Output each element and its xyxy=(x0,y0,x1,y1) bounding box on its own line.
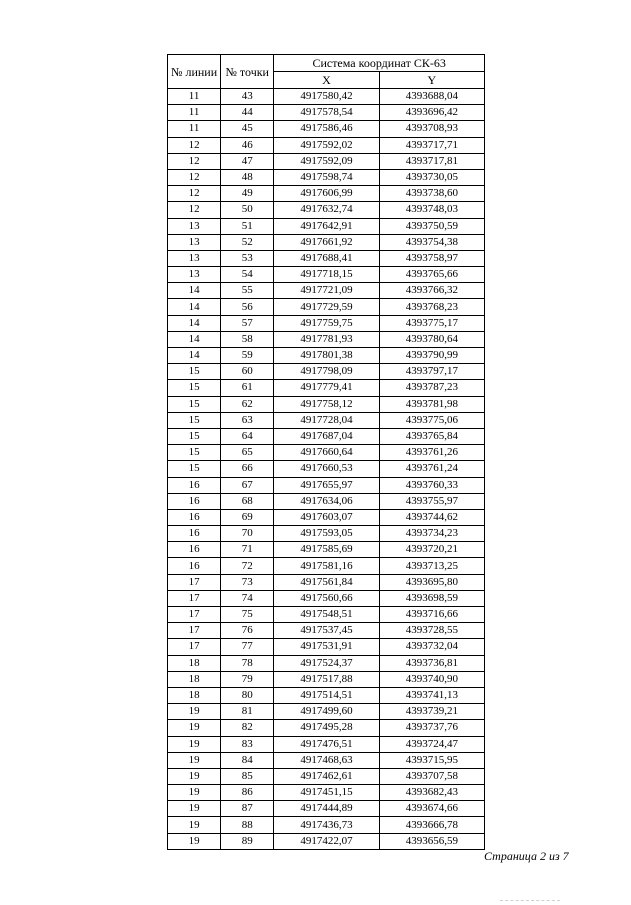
table-row xyxy=(168,509,485,525)
cell-y: 4393744,62 xyxy=(379,509,484,525)
cell-y: 4393741,13 xyxy=(379,687,484,703)
table-row xyxy=(168,623,485,639)
table-row xyxy=(168,234,485,250)
cell-point-number: 74 xyxy=(221,590,274,606)
cell-line-number: 14 xyxy=(168,283,221,299)
table-row xyxy=(168,412,485,428)
cell-y: 4393730,05 xyxy=(379,169,484,185)
table-row xyxy=(168,202,485,218)
cell-y: 4393775,06 xyxy=(379,412,484,428)
cell-y: 4393713,25 xyxy=(379,558,484,574)
cell-y: 4393717,81 xyxy=(379,153,484,169)
header-line-number: № линии xyxy=(168,55,221,89)
cell-y: 4393760,33 xyxy=(379,477,484,493)
table-row xyxy=(168,283,485,299)
cell-x: 4917606,99 xyxy=(274,186,379,202)
cell-point-number: 63 xyxy=(221,412,274,428)
cell-line-number: 18 xyxy=(168,687,221,703)
cell-y: 4393674,66 xyxy=(379,801,484,817)
cell-x: 4917798,09 xyxy=(274,364,379,380)
cell-point-number: 53 xyxy=(221,250,274,266)
cell-point-number: 69 xyxy=(221,509,274,525)
cell-x: 4917422,07 xyxy=(274,833,379,849)
cell-line-number: 17 xyxy=(168,639,221,655)
cell-line-number: 12 xyxy=(168,153,221,169)
cell-line-number: 19 xyxy=(168,801,221,817)
cell-y: 4393740,90 xyxy=(379,671,484,687)
table-row xyxy=(168,445,485,461)
table-row xyxy=(168,461,485,477)
cell-line-number: 14 xyxy=(168,299,221,315)
cell-line-number: 16 xyxy=(168,493,221,509)
cell-line-number: 15 xyxy=(168,364,221,380)
cell-point-number: 45 xyxy=(221,121,274,137)
cell-y: 4393724,47 xyxy=(379,736,484,752)
table-row xyxy=(168,89,485,105)
cell-y: 4393775,17 xyxy=(379,315,484,331)
table-row xyxy=(168,526,485,542)
table-row xyxy=(168,299,485,315)
cell-x: 4917586,46 xyxy=(274,121,379,137)
cell-point-number: 67 xyxy=(221,477,274,493)
cell-point-number: 44 xyxy=(221,105,274,121)
cell-point-number: 81 xyxy=(221,704,274,720)
cell-line-number: 15 xyxy=(168,461,221,477)
cell-x: 4917660,53 xyxy=(274,461,379,477)
cell-y: 4393688,04 xyxy=(379,89,484,105)
table-row xyxy=(168,752,485,768)
table-row xyxy=(168,687,485,703)
table-row xyxy=(168,590,485,606)
cell-line-number: 17 xyxy=(168,590,221,606)
cell-point-number: 79 xyxy=(221,671,274,687)
table-row xyxy=(168,428,485,444)
table-row xyxy=(168,704,485,720)
cell-y: 4393787,23 xyxy=(379,380,484,396)
cell-point-number: 87 xyxy=(221,801,274,817)
cell-y: 4393682,43 xyxy=(379,785,484,801)
cell-y: 4393754,38 xyxy=(379,234,484,250)
header-coordinate-system: Система координат СК-63 xyxy=(274,55,485,72)
cell-x: 4917451,15 xyxy=(274,785,379,801)
table-row xyxy=(168,396,485,412)
cell-x: 4917468,63 xyxy=(274,752,379,768)
cell-y: 4393790,99 xyxy=(379,348,484,364)
cell-x: 4917632,74 xyxy=(274,202,379,218)
cell-point-number: 75 xyxy=(221,607,274,623)
cell-point-number: 56 xyxy=(221,299,274,315)
cell-y: 4393761,24 xyxy=(379,461,484,477)
cell-line-number: 18 xyxy=(168,655,221,671)
cell-x: 4917660,64 xyxy=(274,445,379,461)
cell-line-number: 17 xyxy=(168,574,221,590)
cell-point-number: 47 xyxy=(221,153,274,169)
page-number: Страница 2 из 7 xyxy=(484,849,569,863)
cell-line-number: 14 xyxy=(168,348,221,364)
cell-y: 4393736,81 xyxy=(379,655,484,671)
cell-line-number: 13 xyxy=(168,218,221,234)
cell-y: 4393728,55 xyxy=(379,623,484,639)
cell-x: 4917688,41 xyxy=(274,250,379,266)
cell-x: 4917729,59 xyxy=(274,299,379,315)
table-row xyxy=(168,720,485,736)
cell-y: 4393707,58 xyxy=(379,768,484,784)
cell-point-number: 89 xyxy=(221,833,274,849)
cell-point-number: 52 xyxy=(221,234,274,250)
cell-y: 4393758,97 xyxy=(379,250,484,266)
cell-line-number: 12 xyxy=(168,202,221,218)
cell-line-number: 12 xyxy=(168,186,221,202)
cell-y: 4393666,78 xyxy=(379,817,484,833)
table-row xyxy=(168,364,485,380)
cell-x: 4917548,51 xyxy=(274,607,379,623)
table-row xyxy=(168,817,485,833)
cell-y: 4393739,21 xyxy=(379,704,484,720)
table-row xyxy=(168,574,485,590)
table-row xyxy=(168,105,485,121)
cell-line-number: 13 xyxy=(168,250,221,266)
cell-y: 4393765,84 xyxy=(379,428,484,444)
cell-point-number: 80 xyxy=(221,687,274,703)
cell-x: 4917801,38 xyxy=(274,348,379,364)
cell-line-number: 16 xyxy=(168,526,221,542)
cell-line-number: 19 xyxy=(168,704,221,720)
cell-point-number: 65 xyxy=(221,445,274,461)
table-row xyxy=(168,121,485,137)
divider xyxy=(500,900,560,901)
cell-x: 4917642,91 xyxy=(274,218,379,234)
table-row xyxy=(168,671,485,687)
cell-point-number: 46 xyxy=(221,137,274,153)
cell-line-number: 19 xyxy=(168,833,221,849)
cell-y: 4393755,97 xyxy=(379,493,484,509)
cell-y: 4393717,71 xyxy=(379,137,484,153)
cell-point-number: 60 xyxy=(221,364,274,380)
cell-point-number: 49 xyxy=(221,186,274,202)
cell-x: 4917687,04 xyxy=(274,428,379,444)
cell-line-number: 19 xyxy=(168,736,221,752)
cell-line-number: 11 xyxy=(168,121,221,137)
cell-point-number: 48 xyxy=(221,169,274,185)
cell-line-number: 11 xyxy=(168,105,221,121)
table-row xyxy=(168,169,485,185)
cell-line-number: 11 xyxy=(168,89,221,105)
cell-point-number: 64 xyxy=(221,428,274,444)
cell-point-number: 68 xyxy=(221,493,274,509)
table-row xyxy=(168,801,485,817)
cell-x: 4917779,41 xyxy=(274,380,379,396)
table-row xyxy=(168,607,485,623)
cell-x: 4917537,45 xyxy=(274,623,379,639)
cell-line-number: 16 xyxy=(168,542,221,558)
cell-line-number: 19 xyxy=(168,720,221,736)
cell-x: 4917531,91 xyxy=(274,639,379,655)
cell-y: 4393695,80 xyxy=(379,574,484,590)
cell-point-number: 61 xyxy=(221,380,274,396)
table-row xyxy=(168,331,485,347)
cell-line-number: 16 xyxy=(168,477,221,493)
cell-x: 4917561,84 xyxy=(274,574,379,590)
cell-line-number: 12 xyxy=(168,137,221,153)
cell-line-number: 15 xyxy=(168,428,221,444)
table-row xyxy=(168,153,485,169)
cell-x: 4917718,15 xyxy=(274,267,379,283)
cell-point-number: 78 xyxy=(221,655,274,671)
cell-point-number: 66 xyxy=(221,461,274,477)
cell-x: 4917592,09 xyxy=(274,153,379,169)
cell-x: 4917444,89 xyxy=(274,801,379,817)
cell-y: 4393768,23 xyxy=(379,299,484,315)
table-row xyxy=(168,315,485,331)
cell-y: 4393761,26 xyxy=(379,445,484,461)
cell-point-number: 57 xyxy=(221,315,274,331)
cell-line-number: 15 xyxy=(168,445,221,461)
cell-point-number: 86 xyxy=(221,785,274,801)
cell-point-number: 88 xyxy=(221,817,274,833)
cell-x: 4917634,06 xyxy=(274,493,379,509)
table-row xyxy=(168,542,485,558)
header-point-number: № точки xyxy=(221,55,274,89)
cell-y: 4393696,42 xyxy=(379,105,484,121)
cell-point-number: 77 xyxy=(221,639,274,655)
table-row xyxy=(168,655,485,671)
cell-line-number: 18 xyxy=(168,671,221,687)
cell-x: 4917721,09 xyxy=(274,283,379,299)
cell-x: 4917580,42 xyxy=(274,89,379,105)
cell-x: 4917462,61 xyxy=(274,768,379,784)
cell-x: 4917578,54 xyxy=(274,105,379,121)
table-row xyxy=(168,267,485,283)
cell-point-number: 71 xyxy=(221,542,274,558)
cell-x: 4917524,37 xyxy=(274,655,379,671)
header-y: Y xyxy=(379,72,484,89)
cell-point-number: 70 xyxy=(221,526,274,542)
table-row xyxy=(168,558,485,574)
header-x: X xyxy=(274,72,379,89)
cell-y: 4393734,23 xyxy=(379,526,484,542)
cell-point-number: 55 xyxy=(221,283,274,299)
cell-line-number: 16 xyxy=(168,558,221,574)
cell-line-number: 15 xyxy=(168,380,221,396)
table-row xyxy=(168,736,485,752)
table-row xyxy=(168,218,485,234)
table-row xyxy=(168,833,485,849)
cell-x: 4917781,93 xyxy=(274,331,379,347)
cell-point-number: 84 xyxy=(221,752,274,768)
cell-x: 4917598,74 xyxy=(274,169,379,185)
cell-line-number: 14 xyxy=(168,315,221,331)
cell-x: 4917495,28 xyxy=(274,720,379,736)
cell-point-number: 54 xyxy=(221,267,274,283)
cell-y: 4393765,66 xyxy=(379,267,484,283)
cell-y: 4393737,76 xyxy=(379,720,484,736)
cell-point-number: 83 xyxy=(221,736,274,752)
table-row xyxy=(168,348,485,364)
cell-y: 4393708,93 xyxy=(379,121,484,137)
cell-y: 4393750,59 xyxy=(379,218,484,234)
cell-y: 4393748,03 xyxy=(379,202,484,218)
cell-x: 4917759,75 xyxy=(274,315,379,331)
cell-line-number: 19 xyxy=(168,817,221,833)
cell-x: 4917592,02 xyxy=(274,137,379,153)
coordinates-table xyxy=(167,54,485,850)
cell-point-number: 73 xyxy=(221,574,274,590)
cell-point-number: 59 xyxy=(221,348,274,364)
cell-y: 4393781,98 xyxy=(379,396,484,412)
cell-x: 4917603,07 xyxy=(274,509,379,525)
cell-x: 4917476,51 xyxy=(274,736,379,752)
cell-x: 4917593,05 xyxy=(274,526,379,542)
cell-point-number: 85 xyxy=(221,768,274,784)
table-body xyxy=(168,89,485,850)
cell-point-number: 62 xyxy=(221,396,274,412)
table-row xyxy=(168,250,485,266)
cell-y: 4393797,17 xyxy=(379,364,484,380)
cell-point-number: 72 xyxy=(221,558,274,574)
cell-x: 4917758,12 xyxy=(274,396,379,412)
cell-line-number: 15 xyxy=(168,396,221,412)
cell-line-number: 14 xyxy=(168,331,221,347)
cell-y: 4393716,66 xyxy=(379,607,484,623)
table-row xyxy=(168,477,485,493)
cell-line-number: 19 xyxy=(168,752,221,768)
cell-y: 4393780,64 xyxy=(379,331,484,347)
cell-y: 4393720,21 xyxy=(379,542,484,558)
table-row xyxy=(168,186,485,202)
cell-line-number: 19 xyxy=(168,768,221,784)
cell-point-number: 82 xyxy=(221,720,274,736)
cell-x: 4917661,92 xyxy=(274,234,379,250)
cell-point-number: 43 xyxy=(221,89,274,105)
cell-y: 4393698,59 xyxy=(379,590,484,606)
cell-point-number: 51 xyxy=(221,218,274,234)
cell-line-number: 12 xyxy=(168,169,221,185)
cell-line-number: 13 xyxy=(168,234,221,250)
cell-line-number: 15 xyxy=(168,412,221,428)
cell-point-number: 50 xyxy=(221,202,274,218)
cell-y: 4393656,59 xyxy=(379,833,484,849)
cell-x: 4917499,60 xyxy=(274,704,379,720)
cell-line-number: 19 xyxy=(168,785,221,801)
cell-x: 4917655,97 xyxy=(274,477,379,493)
table-row xyxy=(168,380,485,396)
cell-line-number: 13 xyxy=(168,267,221,283)
cell-x: 4917517,88 xyxy=(274,671,379,687)
cell-point-number: 76 xyxy=(221,623,274,639)
cell-line-number: 17 xyxy=(168,623,221,639)
cell-x: 4917728,04 xyxy=(274,412,379,428)
cell-y: 4393732,04 xyxy=(379,639,484,655)
cell-y: 4393715,95 xyxy=(379,752,484,768)
table-row xyxy=(168,768,485,784)
cell-y: 4393738,60 xyxy=(379,186,484,202)
cell-point-number: 58 xyxy=(221,331,274,347)
cell-line-number: 16 xyxy=(168,509,221,525)
cell-x: 4917581,16 xyxy=(274,558,379,574)
cell-x: 4917436,73 xyxy=(274,817,379,833)
cell-x: 4917560,66 xyxy=(274,590,379,606)
table-row xyxy=(168,639,485,655)
cell-x: 4917514,51 xyxy=(274,687,379,703)
table-row xyxy=(168,493,485,509)
cell-x: 4917585,69 xyxy=(274,542,379,558)
cell-line-number: 17 xyxy=(168,607,221,623)
table-row xyxy=(168,137,485,153)
table-row xyxy=(168,785,485,801)
cell-y: 4393766,32 xyxy=(379,283,484,299)
